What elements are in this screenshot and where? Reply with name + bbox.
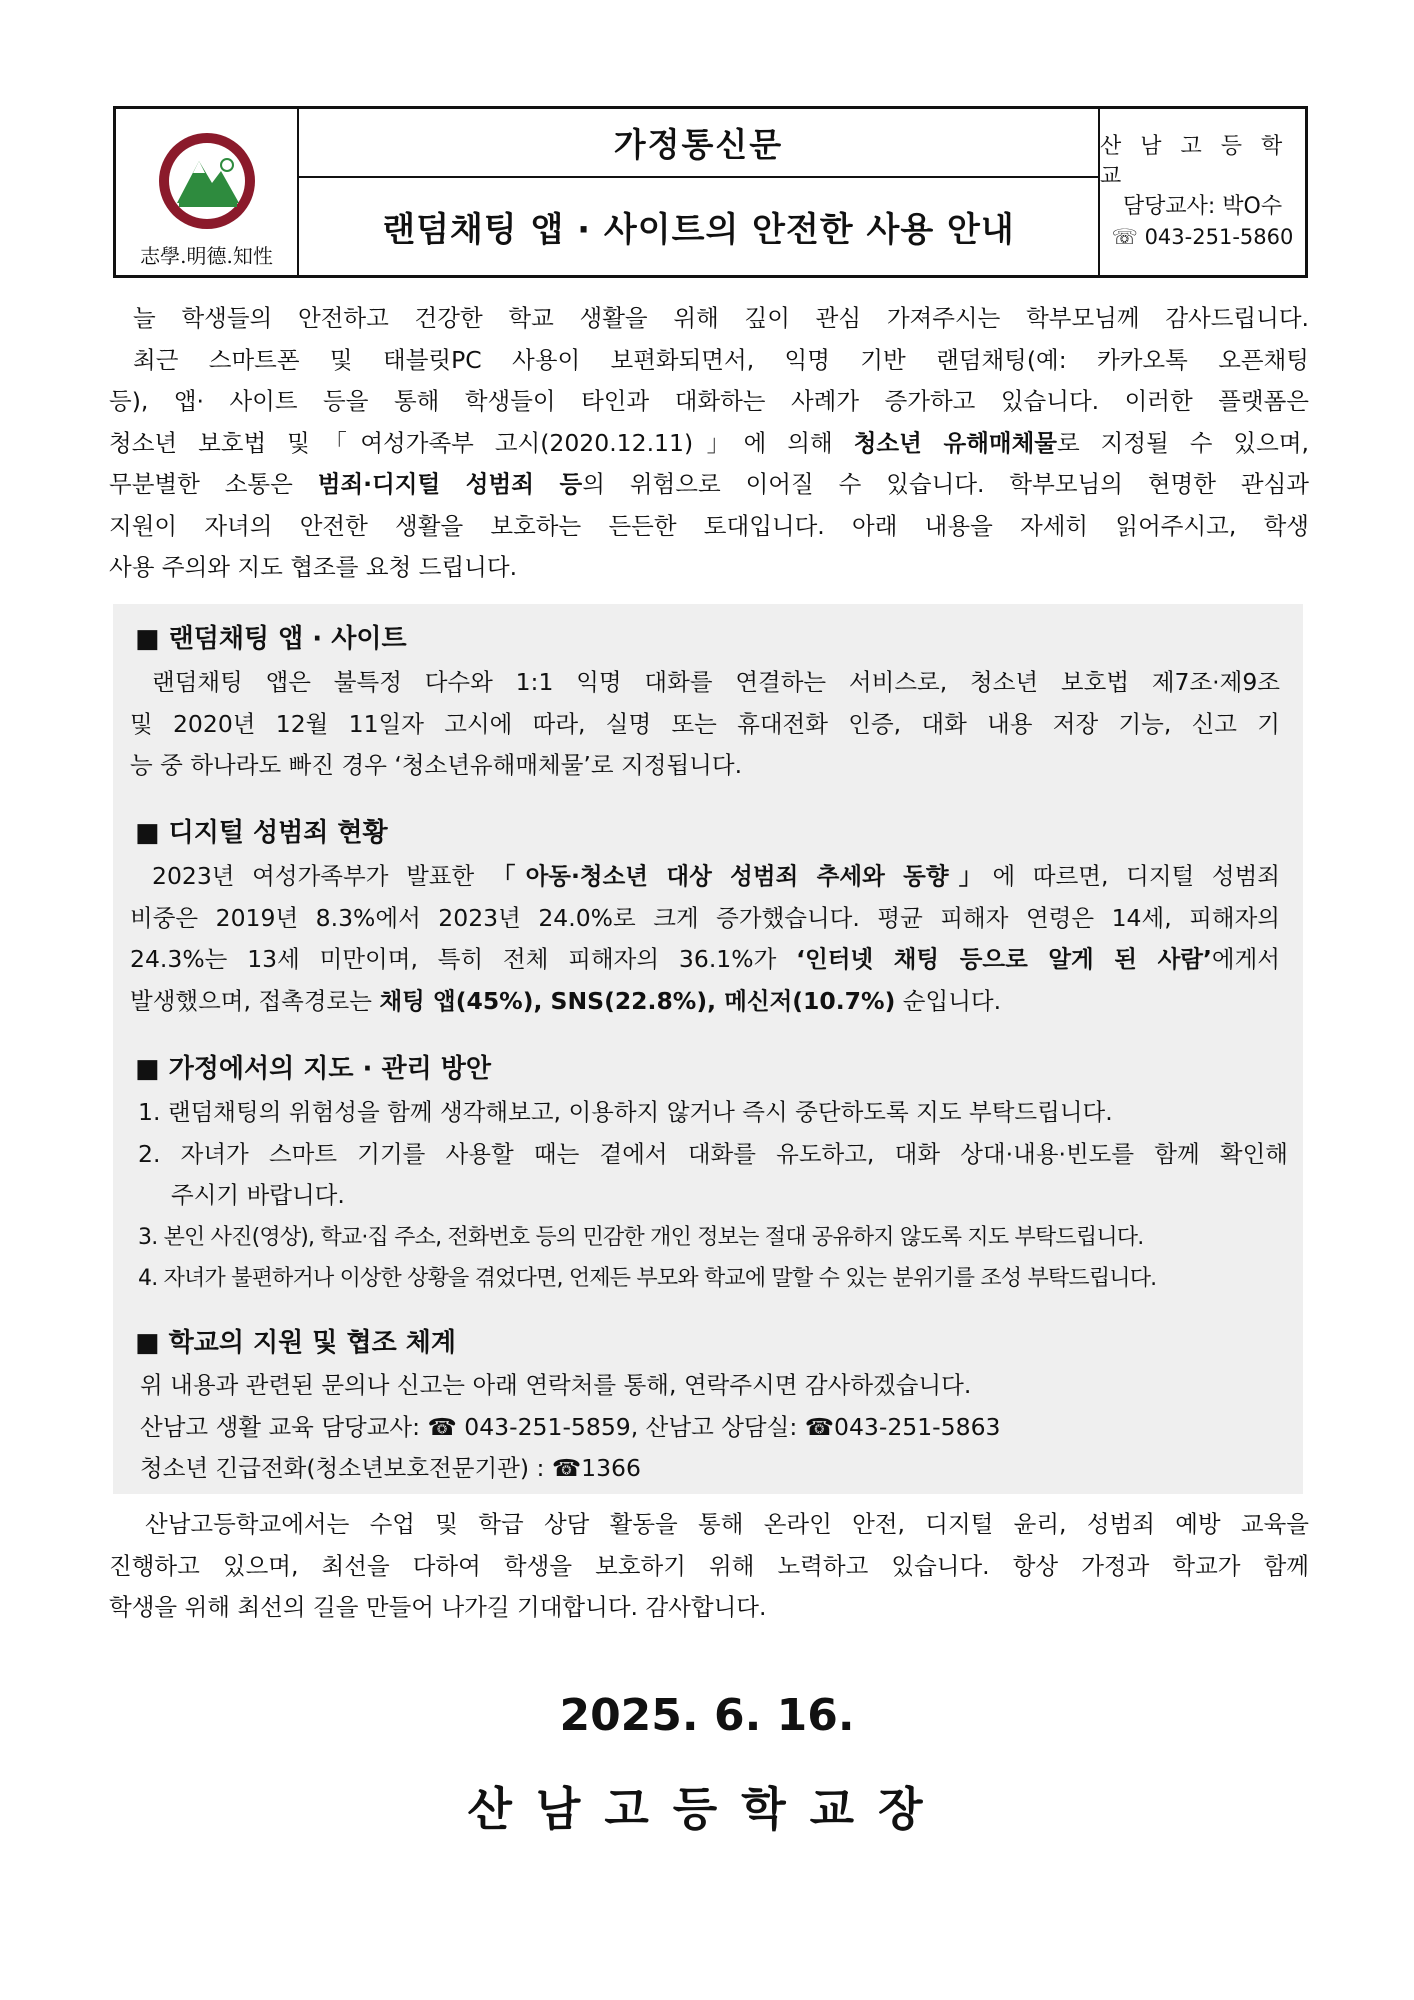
intro-line: 지원이 자녀의 안전한 생활을 보호하는 든든한 토대입니다. 아래 내용을 자세히 읽어주시고, 학생 — [109, 511, 1309, 540]
section-line — [130, 856, 1280, 898]
section-line: 랜덤채팅 앱은 불특정 다수와 1:1 익명 대화를 연결하는 서비스로, 청소년 보호법 제7조·제9조 — [152, 668, 1280, 696]
section-line: 청소년 긴급전화(청소년보호전문기관) : ☎1366 — [140, 1454, 641, 1482]
school-emblem-cell — [116, 109, 299, 275]
intro-line: 최근 스마트폰 및 태블릿PC 사용이 보편화되면서, 익명 기반 랜덤채팅(예: 카카오톡 오픈채팅 — [133, 345, 1309, 374]
section-body-digital-crime — [130, 856, 1280, 1022]
closing-paragraph — [109, 1504, 1309, 1629]
section-line — [130, 981, 1280, 1023]
issue-date: 2025. 6. 16. — [559, 1690, 855, 1741]
section-text: 24.3%는 13세 미만이며, 특히 전체 피해자의 36.1%가 — [130, 945, 777, 973]
section-body-random-chat — [130, 662, 1280, 787]
school-emblem-icon — [157, 131, 257, 231]
title-cell — [299, 109, 1100, 275]
closing-line: 진행하고 있으며, 최선을 다하여 학생을 보호하기 위해 노력하고 있습니다. 항상 가정과 학교가 함께 — [109, 1551, 1309, 1580]
list-item: 3. 본인 사진(영상), 학교·집 주소, 전화번호 등의 민감한 개인 정보는 절대 공유하지 않도록 지도 부탁드립니다. — [138, 1224, 1144, 1250]
section-title-random-chat: ■ 랜덤채팅 앱 · 사이트 — [135, 624, 407, 654]
school-name: 산 남 고 등 학 교 — [1100, 134, 1289, 189]
section-title-home-guidance: ■ 가정에서의 지도 · 관리 방안 — [135, 1054, 491, 1084]
section-bold: 「아동·청소년 대상 성범죄 추세와 동향」 — [491, 862, 993, 890]
section-title-school-support: ■ 학교의 지원 및 협조 체계 — [135, 1328, 456, 1358]
principal-signature: 산남고등학교장 — [467, 1782, 947, 1836]
closing-line: 학생을 위해 최선의 길을 만들어 나가길 기대합니다. 감사합니다. — [109, 1593, 767, 1621]
list-item: 1. 랜덤채팅의 위험성을 함께 생각해보고, 이용하지 않거나 즉시 중단하도록 지도 부탁드립니다. — [138, 1098, 1113, 1126]
teacher-name: 담당교사: 박O수 — [1122, 194, 1283, 219]
section-text: 에게서 — [1211, 945, 1281, 973]
document-title: 랜덤채팅 앱 · 사이트의 안전한 사용 안내 — [382, 210, 1015, 250]
section-body-home-guidance — [138, 1092, 1288, 1300]
section-body-school-support — [140, 1365, 1290, 1490]
intro-text: 로 지정될 수 있으며, — [1057, 428, 1309, 457]
intro-line: 늘 학생들의 안전하고 건강한 학교 생활을 위해 깊이 관심 가져주시는 학부모님께 감사드립니다. — [133, 304, 1309, 332]
header-table — [113, 106, 1308, 278]
section-text: 에 따르면, 디지털 성범죄 — [992, 862, 1280, 890]
intro-bold: 범죄·디지털 성범죄 등 — [317, 470, 583, 498]
section-text: 순입니다. — [902, 986, 1002, 1015]
intro-line — [109, 464, 1309, 506]
list-item-continued: 주시기 바랍니다. — [171, 1181, 345, 1209]
list-item: 4. 자녀가 불편하거나 이상한 상황을 겪었다면, 언제든 부모와 학교에 말할 수 있는 분위기를 조성 부탁드립니다. — [138, 1266, 1157, 1291]
section-title-digital-crime: ■ 디지털 성범죄 현황 — [135, 818, 388, 848]
section-line: 산남고 생활 교육 담당교사: ☎ 043-251-5859, 산남고 상담실: ☎043-251-5863 — [140, 1412, 1001, 1441]
section-line: 비중은 2019년 8.3%에서 2023년 24.0%로 크게 증가했습니다. 평균 피해자 연령은 14세, 피해자의 — [130, 903, 1280, 932]
intro-text: 의 위험으로 이어질 수 있습니다. 학부모님의 현명한 관심과 — [582, 470, 1309, 498]
contact-cell — [1100, 109, 1305, 275]
section-line: 및 2020년 12월 11일자 고시에 따라, 실명 또는 휴대전화 인증, 대화 내용 저장 기능, 신고 기 — [130, 709, 1280, 738]
intro-line: 등), 앱· 사이트 등을 통해 학생들이 타인과 대화하는 사례가 증가하고 있습니다. 이러한 플랫폼은 — [109, 387, 1309, 415]
section-line: 위 내용과 관련된 문의나 신고는 아래 연락처를 통해, 연락주시면 감사하겠습니다. — [140, 1371, 972, 1399]
section-bold: ‘인터넷 채팅 등으로 알게 된 사람’ — [796, 945, 1212, 973]
section-line: 능 중 하나라도 빠진 경우 ‘청소년유해매체물’로 지정됩니다. — [130, 751, 743, 779]
section-line — [130, 939, 1280, 981]
intro-text: 무분별한 소통은 — [109, 470, 293, 498]
section-text: 2023년 여성가족부가 발표한 — [152, 862, 475, 890]
document-type: 가정통신문 — [299, 109, 1098, 178]
school-motto: 志學.明德.知性 — [140, 244, 273, 268]
list-item: 2. 자녀가 스마트 기기를 사용할 때는 곁에서 대화를 유도하고, 대화 상대·내용·빈도를 함께 확인해 — [138, 1139, 1288, 1168]
intro-line — [109, 423, 1309, 465]
intro-text: 청소년 보호법 및「여성가족부 고시(2020.12.11)」에 의해 — [109, 428, 833, 457]
intro-paragraph — [109, 298, 1309, 589]
intro-line: 사용 주의와 지도 협조를 요청 드립니다. — [109, 553, 518, 581]
intro-bold: 청소년 유해매체물 — [853, 428, 1057, 457]
closing-line: 산남고등학교에서는 수업 및 학급 상담 활동을 통해 온라인 안전, 디지털 윤리, 성범죄 예방 교육을 — [145, 1510, 1309, 1538]
school-phone: ☏ 043-251-5860 — [1111, 225, 1294, 249]
section-bold: 채팅 앱(45%), SNS(22.8%), 메신저(10.7%) — [379, 986, 896, 1015]
section-text: 발생했으며, 접촉경로는 — [130, 986, 372, 1015]
